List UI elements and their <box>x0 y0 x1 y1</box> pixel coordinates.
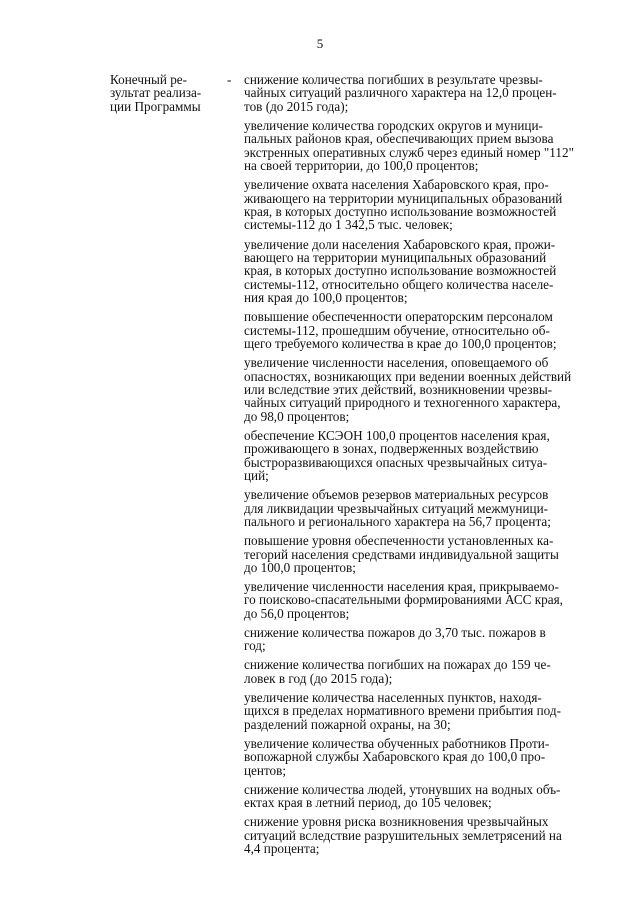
result-item: снижение количества погибших в результате чрезвы- чайных ситуаций различного характера на 12,0 процен- тов (до 2015 года); <box>244 72 557 114</box>
result-item: снижение количества пожаров до 3,70 тыс. пожаров в год; <box>244 624 546 654</box>
result-item: увеличение доли населения Хабаровского края, прожи- вающего на территории муниципальных образований края, в которых доступно использование возможностей системы-112, относительно общего количества населе- ния края до 100,0 процентов; <box>244 236 557 306</box>
result-item: увеличение численности населения, оповещаемого об опасностях, возникающих при ведении военных действий или вследствие этих действий, возникновении чрезвы- чайных ситуаций природного и техногенного характера, до 98,0 процентов; <box>244 355 572 424</box>
result-item: повышение уровня обеспеченности установленных ка- тегорий населения средствами индивидуальной защиты до 100,0 процентов; <box>244 533 559 575</box>
result-item: обеспечение КСЭОН 100,0 процентов населения края, проживающего в зонах, подверженных воздействию быстроразвивающихся опасных чрезвычайных ситуа- ций; <box>244 427 550 484</box>
result-item: увеличение объемов резервов материальных ресурсов для ликвидации чрезвычайных ситуаций межмуници- пального и регионального характера на 56,7 процента; <box>244 487 551 529</box>
result-item: снижение количества погибших на пожарах до 159 че- ловек в год (до 2015 года); <box>244 657 551 686</box>
results-list <box>244 73 610 861</box>
result-item: увеличение количества городских округов и муници- пальных районов края, обеспечивающих прием вызова экстренных оперативных служб через единый номер "112" на своей территории, до 100,0 процентов; <box>244 117 574 174</box>
result-item: увеличение охвата населения Хабаровского края, про- живающего на территории муниципальных образований края, в которых доступно использование возможностей системы-112 до 1 342,5 тыс. человек; <box>244 177 563 233</box>
result-item: увеличение количества населенных пунктов, находя- щихся в пределах нормативного времени прибытия под- разделений пожарной охраны, на 30; <box>244 689 561 732</box>
row-label-line: Конечный ре- <box>110 72 188 87</box>
result-item: снижение количества людей, утонувших на водных объ- ектах края в летний период, до 105 человек; <box>244 781 561 811</box>
result-item: снижение уровня риска возникновения чрезвычайных ситуаций вследствие разрушительных землетрясений на 4,4 процента; <box>244 814 562 857</box>
result-item: повышение обеспеченности операторским персоналом системы-112, прошедшим обучение, относительно об- щего требуемого количества в крае до 100,0 процентов; <box>244 309 557 352</box>
page-number: 5 <box>316 36 324 51</box>
result-item: увеличение численности населения края, прикрываемо- го поисково-спасательными формированиями АСС края, до 56,0 процентов; <box>244 579 563 621</box>
row-label <box>110 73 220 113</box>
dash-separator: - <box>227 72 232 87</box>
row-label-line: зультат реализа- <box>110 85 202 101</box>
row-label-line: ции Программы <box>110 98 201 114</box>
result-item: увеличение количества обученных работников Проти- вопожарной службы Хабаровского края до 100,0 про- центов; <box>244 735 550 778</box>
